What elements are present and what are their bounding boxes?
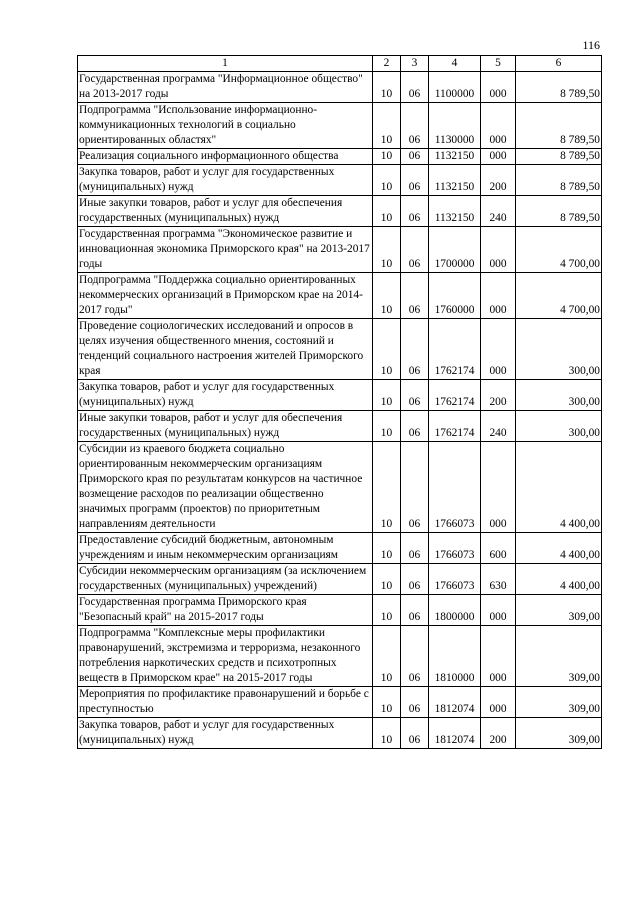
row-name: Мероприятия по профилактике правонарушений и борьбе с преступностью (78, 687, 373, 718)
row-col-4: 1800000 (429, 595, 481, 626)
row-name: Закупка товаров, работ и услуг для государственных (муниципальных) нужд (78, 718, 373, 749)
row-col-5: 000 (481, 227, 516, 273)
row-amount: 8 789,50 (516, 196, 602, 227)
table-row (78, 103, 602, 149)
row-col-2: 10 (373, 165, 401, 196)
table-row (78, 227, 602, 273)
row-amount: 4 700,00 (516, 273, 602, 319)
page-number: 116 (582, 38, 600, 52)
row-col-2: 10 (373, 442, 401, 533)
row-col-5: 630 (481, 564, 516, 595)
row-col-2: 10 (373, 626, 401, 687)
row-name: Закупка товаров, работ и услуг для государственных (муниципальных) нужд (78, 380, 373, 411)
row-col-4: 1132150 (429, 149, 481, 165)
table-row (78, 149, 602, 165)
row-col-5: 000 (481, 273, 516, 319)
row-name: Предоставление субсидий бюджетным, автономным учреждениям и иным некоммерческим организациям (78, 533, 373, 564)
row-col-5: 000 (481, 149, 516, 165)
row-amount: 4 400,00 (516, 533, 602, 564)
row-col-2: 10 (373, 319, 401, 380)
column-header-4: 4 (429, 56, 481, 72)
table-row (78, 533, 602, 564)
row-col-2: 10 (373, 687, 401, 718)
table-row (78, 718, 602, 749)
row-amount: 8 789,50 (516, 165, 602, 196)
row-col-5: 000 (481, 103, 516, 149)
column-header-6: 6 (516, 56, 602, 72)
column-header-1: 1 (78, 56, 373, 72)
row-name: Государственная программа "Информационное общество" на 2013-2017 годы (78, 72, 373, 103)
table-row (78, 626, 602, 687)
row-col-3: 06 (401, 273, 429, 319)
row-amount: 4 400,00 (516, 564, 602, 595)
table-header-row (78, 56, 602, 72)
row-col-5: 600 (481, 533, 516, 564)
row-col-5: 200 (481, 165, 516, 196)
row-amount: 300,00 (516, 319, 602, 380)
row-col-2: 10 (373, 411, 401, 442)
row-col-3: 06 (401, 149, 429, 165)
table-row (78, 72, 602, 103)
row-col-2: 10 (373, 273, 401, 319)
row-col-4: 1130000 (429, 103, 481, 149)
row-amount: 8 789,50 (516, 72, 602, 103)
row-col-4: 1762174 (429, 411, 481, 442)
row-col-4: 1812074 (429, 687, 481, 718)
row-col-3: 06 (401, 442, 429, 533)
row-name: Государственная программа "Экономическое развитие и инновационная экономика Приморского края" на 2013-2017 годы (78, 227, 373, 273)
row-col-2: 10 (373, 72, 401, 103)
row-col-4: 1766073 (429, 533, 481, 564)
row-col-5: 240 (481, 196, 516, 227)
table-row (78, 273, 602, 319)
row-name: Подпрограмма "Использование информационно-коммуникационных технологий в социально ориентированных областях" (78, 103, 373, 149)
row-col-3: 06 (401, 380, 429, 411)
row-col-3: 06 (401, 103, 429, 149)
row-col-3: 06 (401, 687, 429, 718)
row-amount: 300,00 (516, 380, 602, 411)
row-col-4: 1760000 (429, 273, 481, 319)
row-col-3: 06 (401, 533, 429, 564)
row-amount: 309,00 (516, 595, 602, 626)
row-col-3: 06 (401, 227, 429, 273)
table-row (78, 564, 602, 595)
row-col-4: 1766073 (429, 442, 481, 533)
row-amount: 8 789,50 (516, 103, 602, 149)
row-col-4: 1700000 (429, 227, 481, 273)
row-col-2: 10 (373, 103, 401, 149)
row-col-2: 10 (373, 149, 401, 165)
row-col-2: 10 (373, 196, 401, 227)
table-row (78, 595, 602, 626)
row-amount: 4 400,00 (516, 442, 602, 533)
column-header-2: 2 (373, 56, 401, 72)
row-col-3: 06 (401, 564, 429, 595)
row-col-3: 06 (401, 411, 429, 442)
row-name: Иные закупки товаров, работ и услуг для обеспечения государственных (муниципальных) нужд (78, 411, 373, 442)
row-col-2: 10 (373, 380, 401, 411)
table-row (78, 165, 602, 196)
row-amount: 4 700,00 (516, 227, 602, 273)
row-name: Подпрограмма "Поддержка социально ориентированных некоммерческих организаций в Приморском крае на 2014-2017 годы" (78, 273, 373, 319)
row-col-3: 06 (401, 319, 429, 380)
row-col-5: 200 (481, 380, 516, 411)
row-col-3: 06 (401, 595, 429, 626)
table-row (78, 380, 602, 411)
table-row (78, 411, 602, 442)
row-col-2: 10 (373, 533, 401, 564)
column-header-5: 5 (481, 56, 516, 72)
row-name: Иные закупки товаров, работ и услуг для обеспечения государственных (муниципальных) нужд (78, 196, 373, 227)
row-name: Подпрограмма "Комплексные меры профилактики правонарушений, экстремизма и терроризма, незаконного потребления наркотических средств и психотропных веществ в Приморском крае" на 2015-2017 годы (78, 626, 373, 687)
table-row (78, 442, 602, 533)
table-row (78, 687, 602, 718)
row-amount: 8 789,50 (516, 149, 602, 165)
row-col-5: 000 (481, 626, 516, 687)
row-col-3: 06 (401, 196, 429, 227)
row-col-4: 1100000 (429, 72, 481, 103)
row-col-5: 000 (481, 442, 516, 533)
row-col-4: 1810000 (429, 626, 481, 687)
row-name: Субсидии из краевого бюджета социально ориентированным некоммерческим организациям Приморского края по результатам конкурсов на частичное возмещение расходов по реализации общественно значимых программ (проектов) по приоритетным направлениям деятельности (78, 442, 373, 533)
row-col-2: 10 (373, 227, 401, 273)
row-col-5: 200 (481, 718, 516, 749)
row-col-4: 1132150 (429, 196, 481, 227)
row-col-5: 000 (481, 319, 516, 380)
row-col-2: 10 (373, 564, 401, 595)
row-col-3: 06 (401, 165, 429, 196)
row-name: Проведение социологических исследований и опросов в целях изучения общественного мнения, состояний и тенденций социального настроения жителей Приморского края (78, 319, 373, 380)
row-name: Закупка товаров, работ и услуг для государственных (муниципальных) нужд (78, 165, 373, 196)
row-col-5: 240 (481, 411, 516, 442)
row-col-3: 06 (401, 72, 429, 103)
row-amount: 309,00 (516, 718, 602, 749)
row-col-5: 000 (481, 687, 516, 718)
row-col-2: 10 (373, 595, 401, 626)
row-col-5: 000 (481, 72, 516, 103)
row-amount: 300,00 (516, 411, 602, 442)
row-col-4: 1132150 (429, 165, 481, 196)
table-row (78, 196, 602, 227)
budget-table (77, 55, 602, 749)
row-col-4: 1812074 (429, 718, 481, 749)
row-amount: 309,00 (516, 687, 602, 718)
row-amount: 309,00 (516, 626, 602, 687)
row-col-4: 1762174 (429, 380, 481, 411)
row-col-2: 10 (373, 718, 401, 749)
column-header-3: 3 (401, 56, 429, 72)
row-name: Реализация социального информационного общества (78, 149, 373, 165)
table-row (78, 319, 602, 380)
row-name: Государственная программа Приморского края "Безопасный край" на 2015-2017 годы (78, 595, 373, 626)
row-col-5: 000 (481, 595, 516, 626)
row-name: Субсидии некоммерческим организациям (за исключением государственных (муниципальных) учреждений) (78, 564, 373, 595)
row-col-3: 06 (401, 626, 429, 687)
row-col-4: 1762174 (429, 319, 481, 380)
row-col-3: 06 (401, 718, 429, 749)
row-col-4: 1766073 (429, 564, 481, 595)
